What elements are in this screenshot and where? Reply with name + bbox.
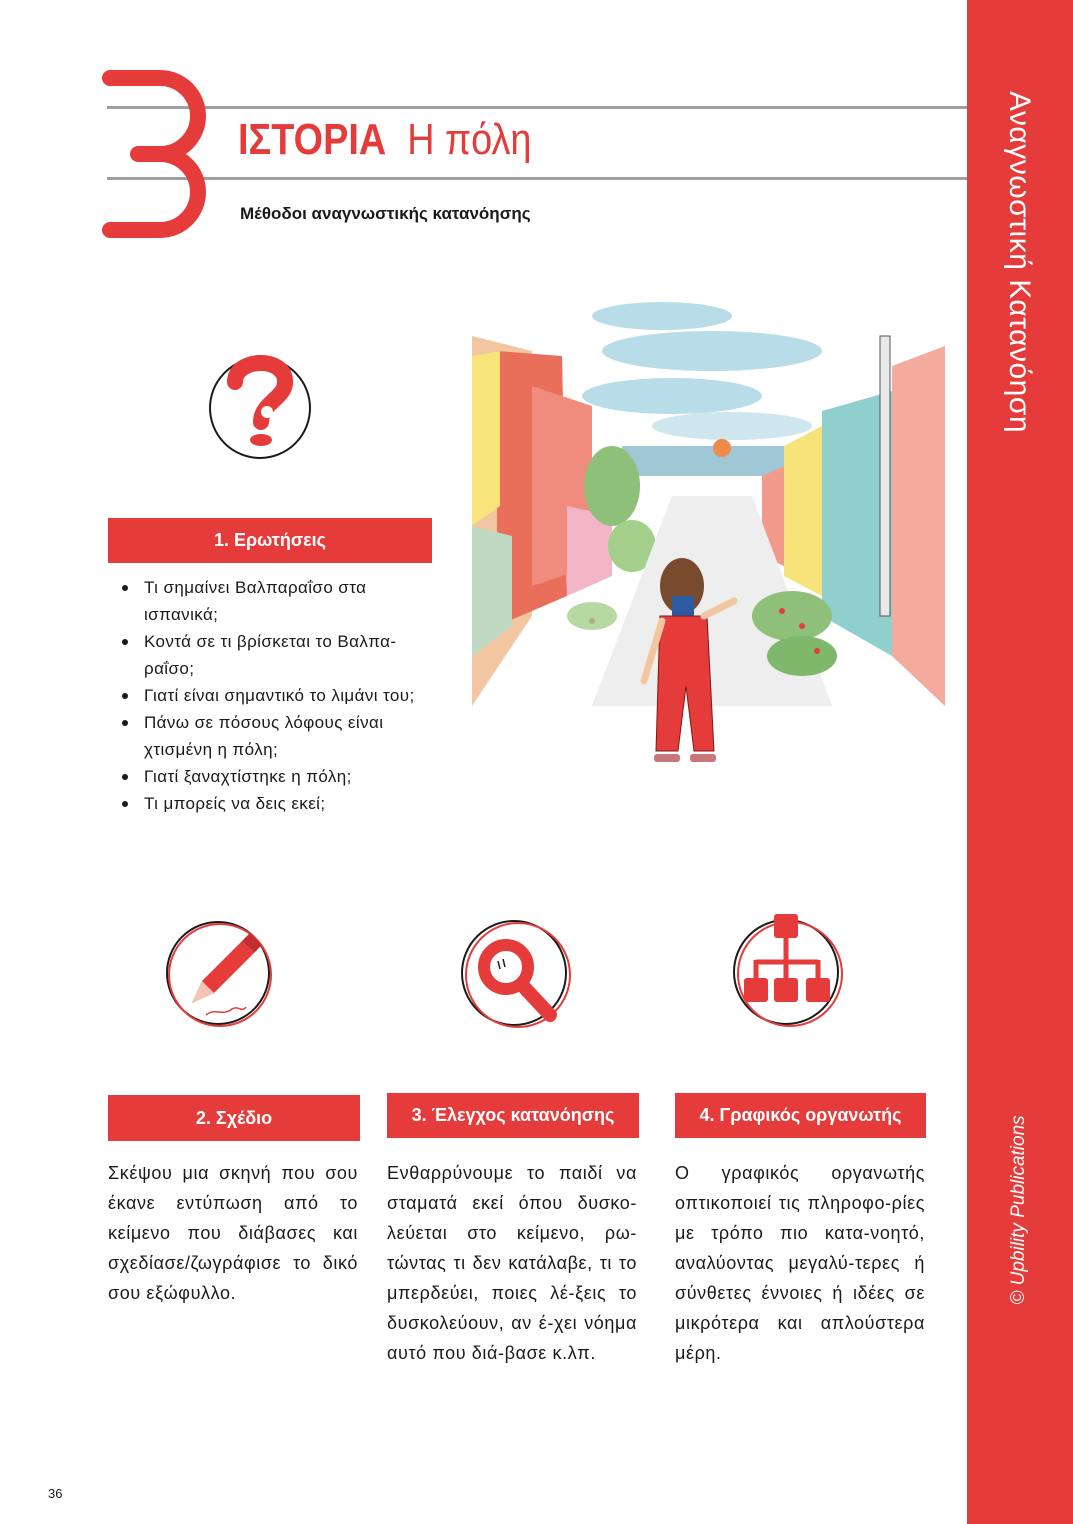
- header-rule-bottom: [107, 177, 967, 180]
- chapter-number-3: [100, 66, 225, 246]
- list-item: Γιατί ξαναχτίστηκε η πόλη;: [118, 763, 428, 790]
- page-subtitle: Μέθοδοι αναγνωστικής κατανόησης: [240, 204, 531, 223]
- title-bold: ΙΣΤΟΡΙΑ: [238, 115, 387, 164]
- copyright-notice: © Upbility Publications: [1008, 1115, 1029, 1305]
- questions-heading: 1. Ερωτήσεις: [108, 518, 432, 563]
- sidebar: [967, 0, 1073, 1524]
- list-item: Κοντά σε τι βρίσκεται το Βαλπα-ραΐσο;: [118, 628, 428, 682]
- comprehension-heading: 3. Έλεγχος κατανόησης: [387, 1093, 639, 1138]
- questions-list: [118, 574, 428, 817]
- list-item: Τι μπορείς να δεις εκεί;: [118, 790, 428, 817]
- list-item: Τι σημαίνει Βαλπαραΐσο στα ισπανικά;: [118, 574, 428, 628]
- drawing-text: Σκέψου μια σκηνή που σου έκανε εντύπωση από το κείμενο που διάβασες και σχεδίασε/ζωγράφισε το δικό σου εξώφυλλο.: [108, 1163, 358, 1303]
- list-item: Γιατί είναι σημαντικό το λιμάνι του;: [118, 682, 428, 709]
- page-number: 36: [48, 1486, 63, 1501]
- question-mark-icon: [205, 340, 315, 465]
- magnifier-icon: [458, 917, 574, 1033]
- organizer-text: Ο γραφικός οργανωτής οπτικοποιεί τις πληροφο-ρίες με τρόπο πιο κατα-νοητό, αναλύοντας μεγαλύ-τερες ή σύνθετες έννοιες ή ιδέες σε μικρότερα και απλούστερα μέρη.: [675, 1163, 925, 1363]
- hierarchy-chart-icon: [728, 910, 846, 1030]
- sidebar-section-title: Αναγνωστική Κατανόηση: [1003, 90, 1036, 434]
- list-item: Πάνω σε πόσους λόφους είναι χτισμένη η πόλη;: [118, 709, 428, 763]
- organizer-heading: 4. Γραφικός οργανωτής: [675, 1093, 926, 1138]
- comprehension-text: Ενθαρρύνουμε το παιδί να σταματά εκεί όπου δυσκο-λεύεται στο κείμενο, ρω-τώντας τι δεν κατάλαβε, τι το μπερδεύει, ποιες λέ-ξεις το δυσκολεύουν, αν έ-χει νόημα αυτό που διά-βασε κ.λπ.: [387, 1163, 637, 1363]
- title-light: Η πόλη: [407, 115, 532, 164]
- page-title: [238, 115, 532, 164]
- header-rule-top: [107, 106, 967, 109]
- city-street-illustration: [472, 296, 945, 774]
- drawing-heading: 2. Σχέδιο: [108, 1095, 360, 1141]
- pencil-icon: [162, 917, 274, 1029]
